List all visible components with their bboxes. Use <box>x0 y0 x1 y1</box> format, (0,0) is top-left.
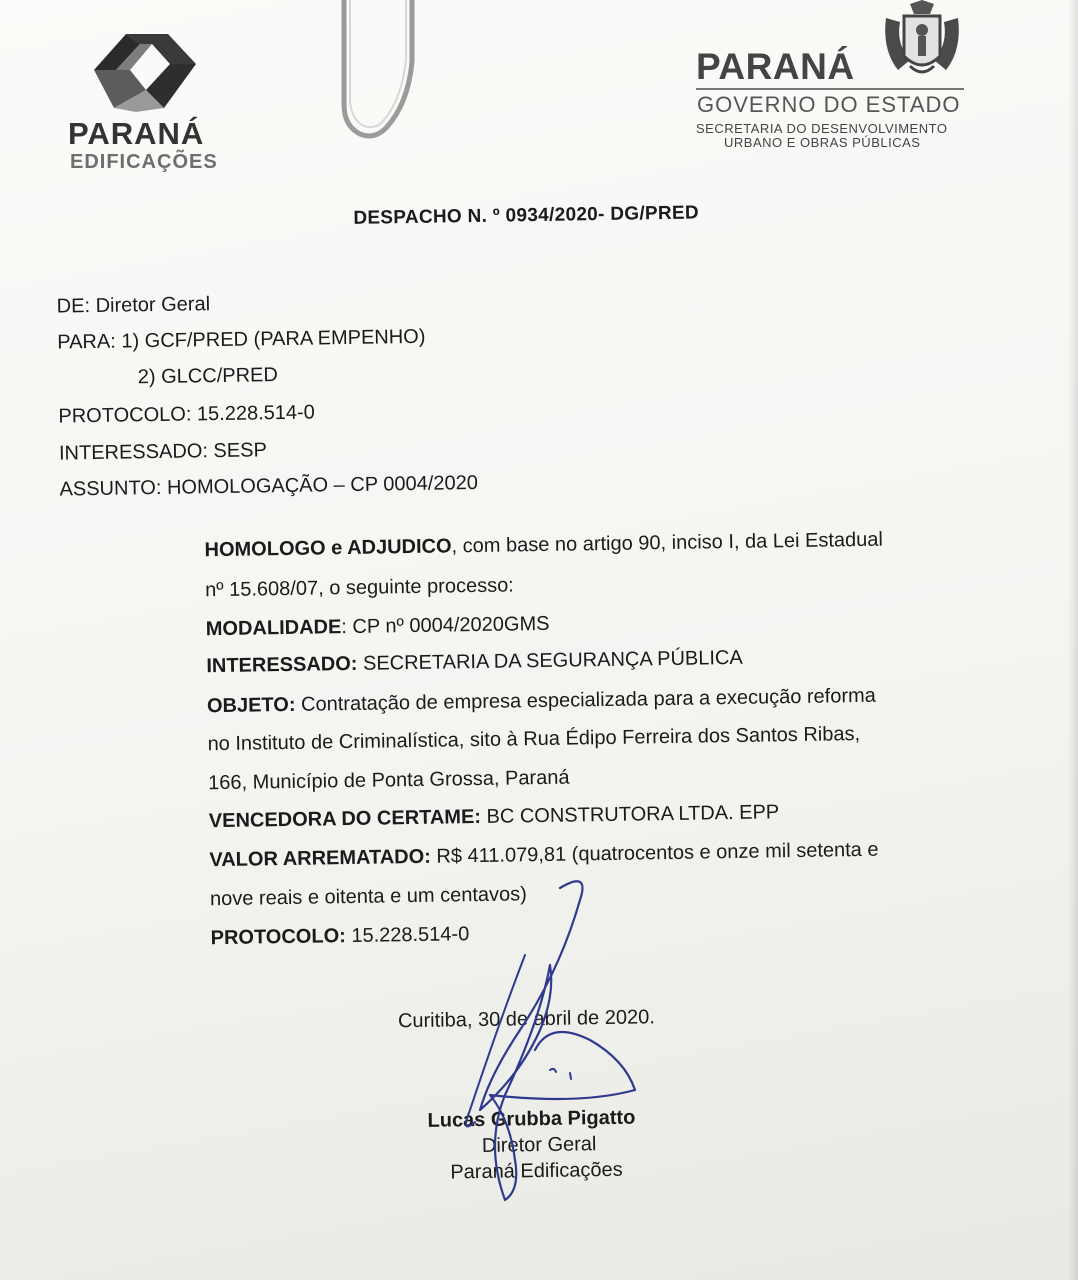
ratification-label: HOMOLOGO e ADJUDICO <box>204 535 452 562</box>
handwritten-signature <box>430 860 660 1220</box>
ratification-text: , com base no artigo 90, inciso I, da Lei Estadual <box>451 528 884 558</box>
object-label: OBJETO: <box>206 693 296 718</box>
object-line-2: no Instituto de Criminalística, sito à Rua Édipo Ferreira dos Santos Ribas, <box>207 722 861 756</box>
winner-label: VENCEDORA DO CERTAME: <box>208 805 482 833</box>
amount-line-2: nove reais e oitenta e um centavos) <box>209 883 528 911</box>
signer-name: Lucas Grubba Pigatto <box>427 1106 636 1132</box>
interested-line: INTERESSADO: SESP <box>58 439 268 465</box>
object-line-3: 166, Município de Ponta Grossa, Paraná <box>208 766 570 795</box>
signer-organization: Paraná Edificações <box>450 1158 623 1184</box>
law-reference-line: nº 15.608/07, o seguinte processo: <box>205 574 514 602</box>
process-protocol-value: 15.228.514-0 <box>345 923 470 948</box>
interested-party-value: SECRETARIA DA SEGURANÇA PÚBLICA <box>357 646 743 675</box>
left-logo-name: PARANÁ <box>68 116 205 151</box>
winner-value: BC CONSTRUTORA LTDA. EPP <box>480 801 780 828</box>
interested-party-label: INTERESSADO: <box>206 652 358 678</box>
process-protocol-label: PROTOCOLO: <box>210 925 346 950</box>
right-logo-government: GOVERNO DO ESTADO <box>697 92 961 117</box>
subject-line: ASSUNTO: HOMOLOGAÇÃO – CP 0004/2020 <box>59 471 479 501</box>
left-logo-subtitle: EDIFICAÇÕES <box>70 151 218 173</box>
from-line: DE: Diretor Geral <box>56 293 211 318</box>
protocol-line: PROTOCOLO: 15.228.514-0 <box>58 401 316 428</box>
modality-line <box>206 613 550 641</box>
amount-label: VALOR ARREMATADO: <box>209 845 432 872</box>
page-edge-shadow <box>1068 0 1078 1280</box>
modality-value: : CP nº 0004/2020GMS <box>341 612 550 639</box>
object-line-1 <box>207 685 876 719</box>
ratification-paragraph <box>204 529 883 563</box>
right-logo-secretariat-line1: SECRETARIA DO DESENVOLVIMENTO <box>696 121 948 136</box>
signer-role: Diretor Geral <box>481 1133 597 1157</box>
amount-text-1: R$ 411.079,81 (quatrocentos e onze mil setenta e <box>430 838 879 868</box>
interested-party-line <box>206 647 743 678</box>
object-text-1: Contratação de empresa especializada para a execução reforma <box>295 684 876 716</box>
to-line-2: 2) GLCC/PRED <box>137 364 279 389</box>
right-logo-secretariat-line2: URBANO E OBRAS PÚBLICAS <box>724 135 921 150</box>
modality-label: MODALIDADE <box>205 616 342 641</box>
right-logo-name: PARANÁ <box>696 46 855 87</box>
to-line-1: PARA: 1) GCF/PRED (PARA EMPENHO) <box>57 325 426 354</box>
document-title: DESPACHO N. º 0934/2020- DG/PRED <box>353 202 700 229</box>
place-date: Curitiba, 30 de abril de 2020. <box>397 1006 655 1033</box>
winner-line <box>209 801 780 833</box>
